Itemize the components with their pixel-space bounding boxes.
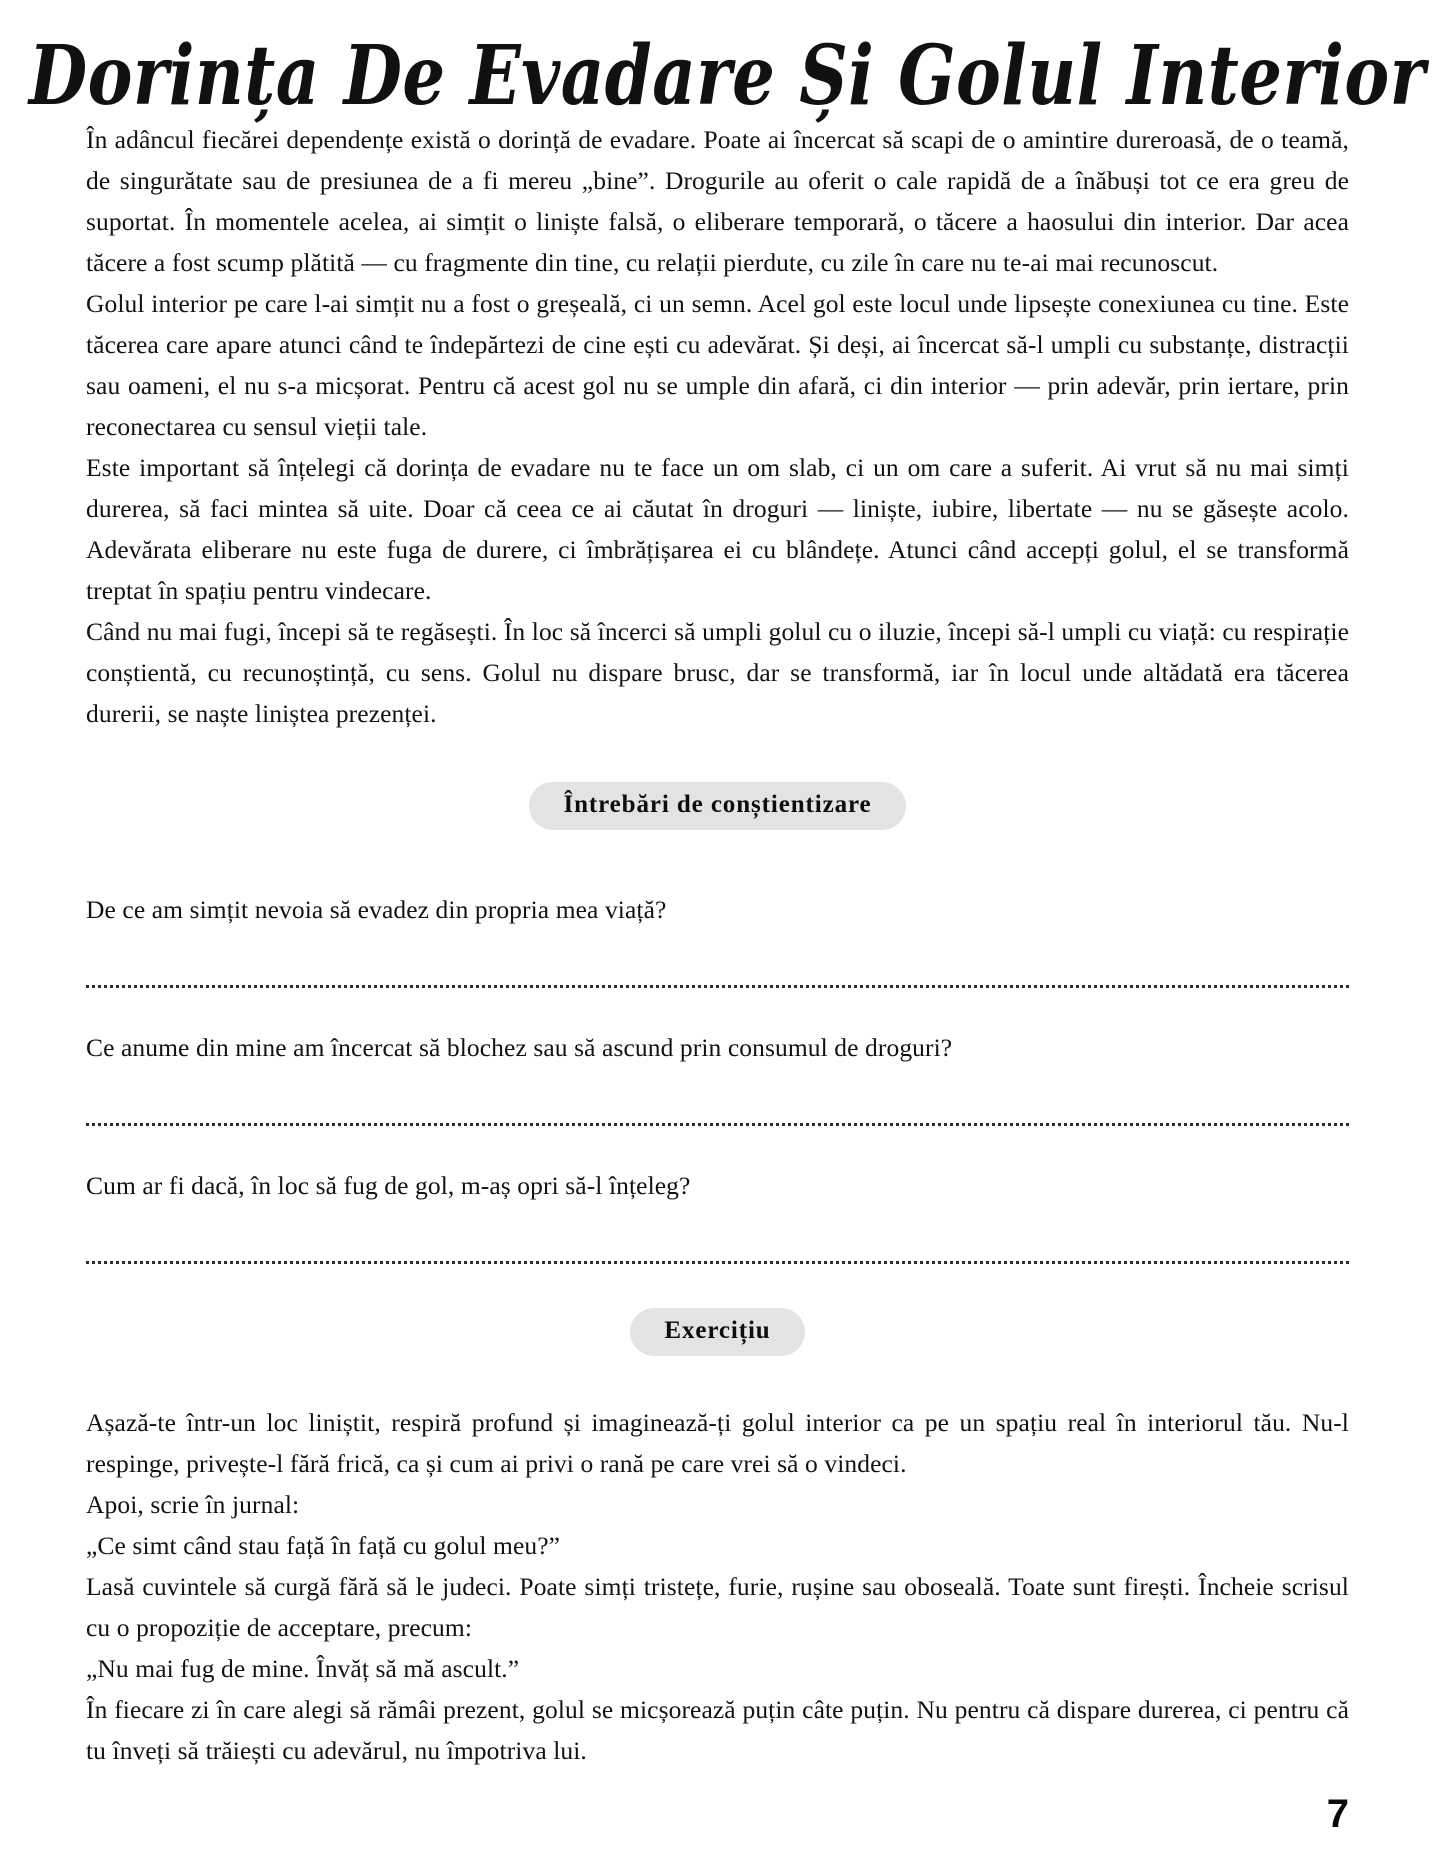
exercise-line: Așază-te într-un loc liniștit, respiră profund și imaginează-ți golul interior ca pe un spațiu real în interiorul tău. Nu-l respinge, privește-l fără frică, ca și cum ai privi o rană pe care vrei să o vindeci. xyxy=(86,1407,1349,1478)
awareness-question: Cum ar fi dacă, în loc să fug de gol, m-aș opri să-l înțeleg? xyxy=(86,1170,691,1200)
exercise-heading-badge: Exercițiu xyxy=(630,1308,804,1356)
body-paragraph: În adâncul fiecărei dependențe există o dorință de evadare. Poate ai încercat să scapi de o amintire dureroasă, de o teamă, de singurătate sau de presiunea de a fi mereu „bine”. Drogurile au oferit o cale rapidă de a înăbuși tot ce era greu de suportat. În momentele acelea, ai simțit o liniște falsă, o eliberare temporară, o tăcere a haosului din interior. Dar acea tăcere a fost scump plătită — cu fragmente din tine, cu relații pierdute, cu zile în care nu te-ai mai recunoscut. xyxy=(86,124,1349,277)
exercise-line: „Ce simt când stau față în față cu golul meu?” xyxy=(86,1530,561,1560)
answer-line[interactable] xyxy=(86,985,1349,988)
exercise-line: Apoi, scrie în jurnal: xyxy=(86,1489,300,1519)
awareness-question-block xyxy=(86,892,1349,988)
body-paragraph: Golul interior pe care l-ai simțit nu a fost o greșeală, ci un semn. Acel gol este locul unde lipsește conexiunea cu tine. Este tăcerea care apare atunci când te îndepărtezi de cine ești cu adevărat. Și deși, ai încercat să-l umpli cu substanțe, distracții sau oameni, el nu s-a micșorat. Pentru că acest gol nu se umple din afară, ci din interior — prin adevăr, prin iertare, prin reconectarea cu sensul vieții tale. xyxy=(86,288,1349,441)
awareness-question-block xyxy=(86,1168,1349,1264)
exercise-heading-row xyxy=(86,1308,1349,1356)
exercise-line: Lasă cuvintele să curgă fără să le judeci. Poate simți tristețe, furie, rușine sau oboseală. Toate sunt firești. Încheie scrisul cu o propoziție de acceptare, precum: xyxy=(86,1571,1349,1642)
exercise-body xyxy=(86,1402,1349,1771)
body-paragraph: Este important să înțelegi că dorința de evadare nu te face un om slab, ci un om care a suferit. Ai vrut să nu mai simți durerea, să faci mintea să uite. Doar că ceea ce ai căutat în droguri — liniște, iubire, libertate — nu se găsește acolo. Adevărata eliberare nu este fuga de durere, ci îmbrățișarea ei cu blândețe. Atunci când accepți golul, el se transformă treptat în spațiu pentru vindecare. xyxy=(86,452,1349,605)
answer-line[interactable] xyxy=(86,1123,1349,1126)
exercise-line: În fiecare zi în care alegi să rămâi prezent, golul se micșorează puțin câte puțin. Nu pentru că dispare durerea, ci pentru că tu înveți să trăiești cu adevărul, nu împotriva lui. xyxy=(86,1694,1349,1765)
document-content xyxy=(0,119,1445,1771)
awareness-heading-badge: Întrebări de conștientizare xyxy=(529,782,905,830)
page-number: 7 xyxy=(1326,1792,1349,1836)
answer-line[interactable] xyxy=(86,1261,1349,1264)
awareness-question: De ce am simțit nevoia să evadez din propria mea viață? xyxy=(86,894,667,924)
body-paragraph: Când nu mai fugi, începi să te regăsești. În loc să încerci să umpli golul cu o iluzie, începi să-l umpli cu viață: cu respirație conștientă, cu recunoștință, cu sens. Golul nu dispare brusc, dar se transformă, iar în locul unde altădată era tăcerea durerii, se naște liniștea prezenței. xyxy=(86,616,1349,728)
exercise-line: „Nu mai fug de mine. Învăț să mă ascult.” xyxy=(86,1653,520,1683)
page-title: Dorința De Evadare Și Golul Interior xyxy=(28,25,1426,124)
awareness-question: Ce anume din mine am încercat să blochez sau să ascund prin consumul de droguri? xyxy=(86,1032,953,1062)
awareness-heading-row xyxy=(86,782,1349,830)
awareness-question-block xyxy=(86,1030,1349,1126)
